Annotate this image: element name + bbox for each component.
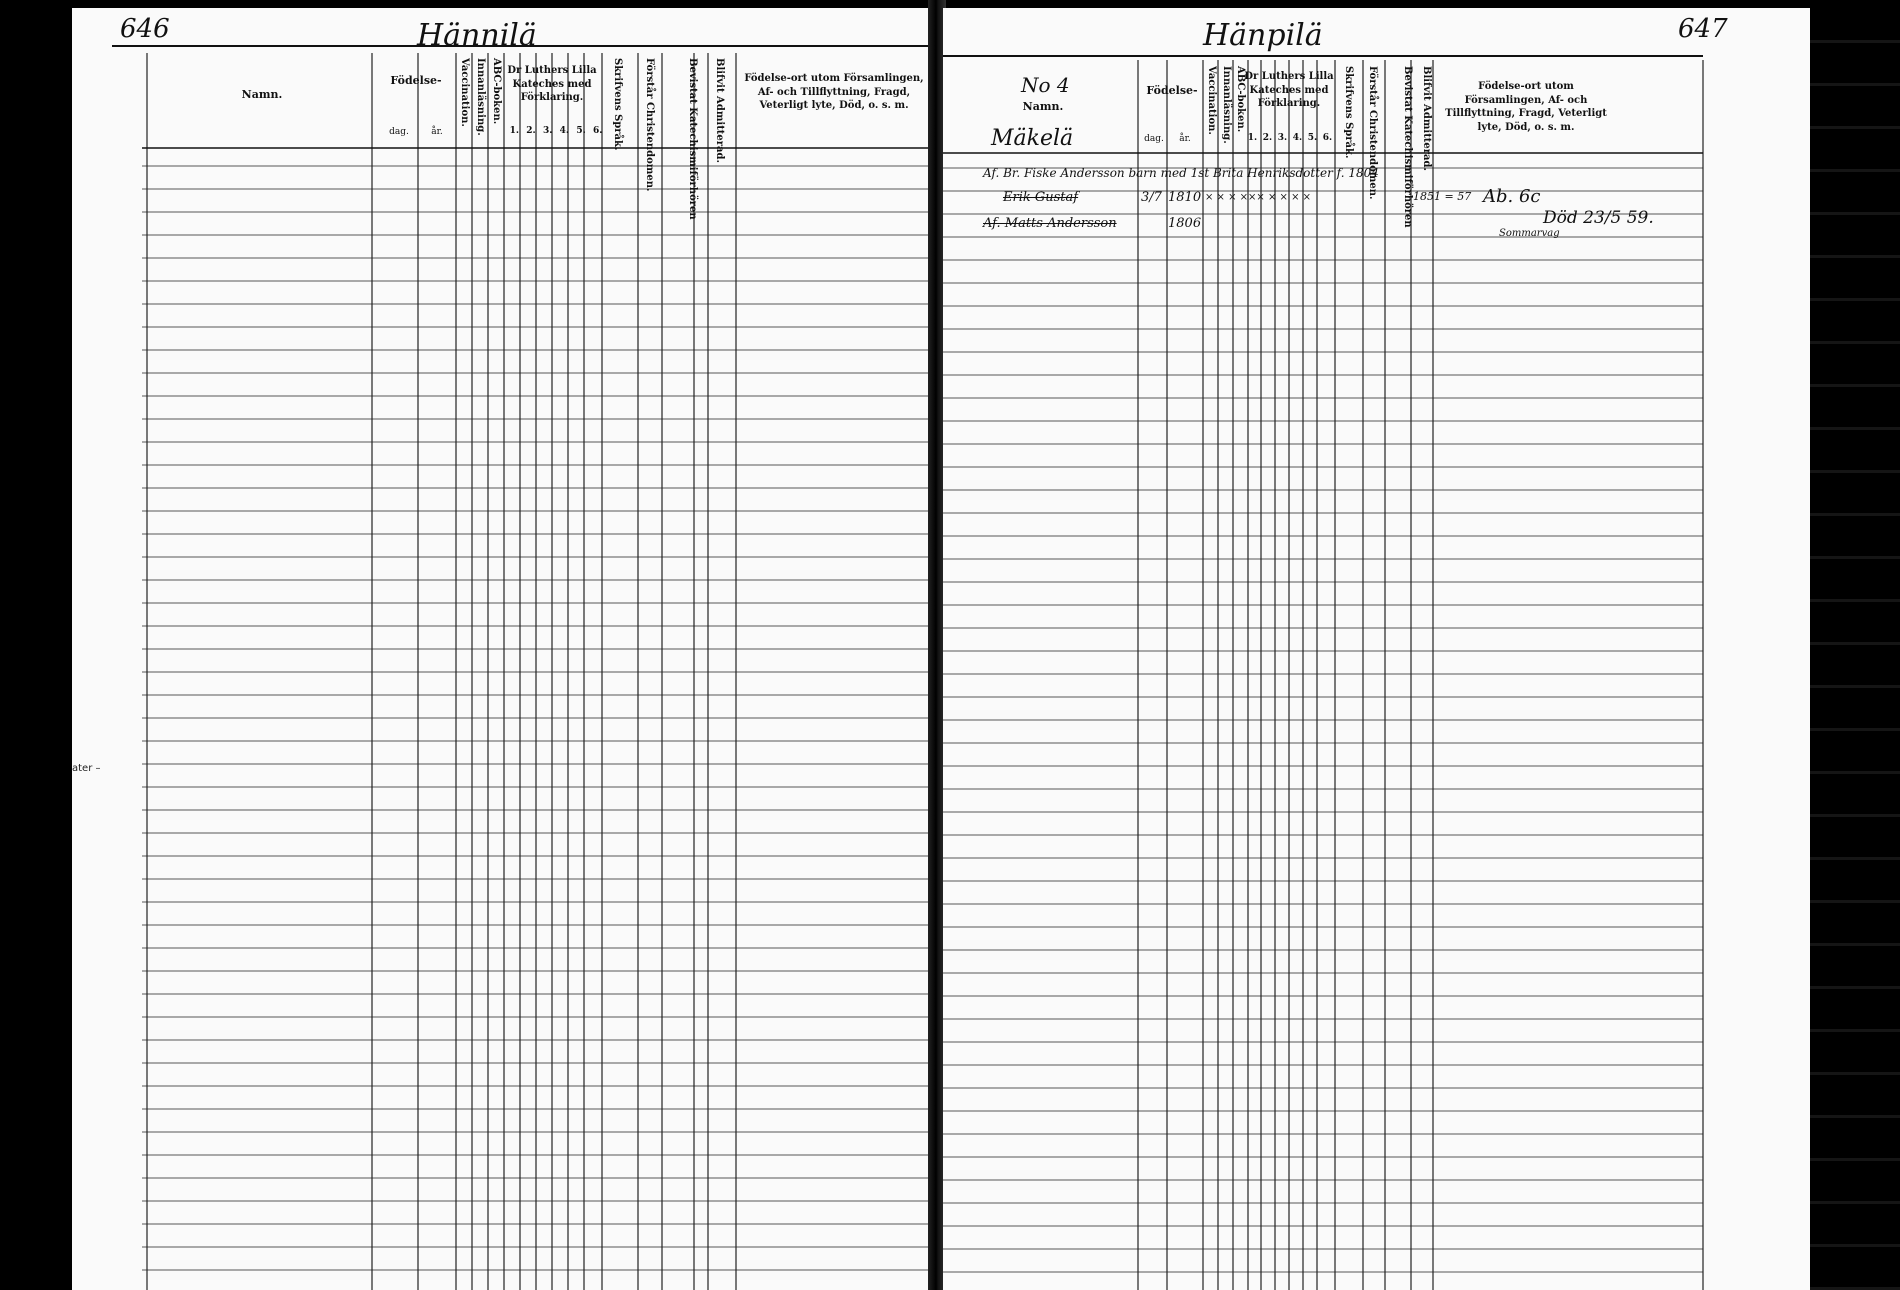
right-header-confirm: Bevistat Katechismiförhören [1402,66,1413,228]
catechism-col-6: 6. [592,126,603,136]
left-header-reading: Innanläsning. [475,58,486,136]
right-header-admitted: Blifvit Admitterad. [1421,66,1432,172]
left-header-confirm: Bevistat Katechismiförhören [687,58,698,220]
catechism-col-5: 5. [1307,133,1318,143]
left-catechism-columns [506,126,606,136]
entry-sub-matts: Sommarvag [1499,228,1560,239]
left-header-catechism: Dr Luthers Lilla Kateches med Förklaring. [507,65,597,103]
catechism-col-4: 4. [1292,133,1303,143]
left-margin-note: ater – [72,763,101,774]
right-estate-name: Hänpilä [1203,18,1323,53]
house-name: Mäkelä [991,126,1074,151]
left-header-admitted: Blifvit Admitterad. [714,58,725,164]
right-header-year: år. [1179,134,1191,144]
entry-name-erik: Erik Gustaf [1003,190,1079,205]
catechism-col-5: 5. [576,126,586,136]
right-header-vaccination: Vaccination. [1206,66,1217,135]
catechism-col-2: 2. [526,126,536,136]
right-page-number: 647 [1678,14,1728,44]
left-estate-name: Hännilä [417,18,537,53]
right-header-abc: ABC-boken. [1235,66,1246,133]
right-header-christendom: Förstår Christendomen. [1367,66,1378,200]
left-register-page [72,8,932,1290]
left-header-vaccination: Vaccination. [459,58,470,127]
right-header-catechism: Dr Luthers Lilla Kateches med Förklaring. [1244,71,1334,109]
left-header-notes: Födelse-ort utom Församlingen, Af- och Tillflyttning, Fragd, Veterligt lyte, Död, o. s. m. [744,73,924,111]
catechism-col-6: 6. [1322,133,1333,143]
left-header-year: år. [431,127,443,137]
entry-marks-erik: × × × ××× × × × × [1205,192,1312,203]
right-header-birth: Födelse- [1146,84,1198,97]
catechism-col-2: 2. [1262,133,1273,143]
right-header-writing: Skrifvens Språk. [1343,66,1354,159]
house-number: No 4 [1021,73,1070,97]
entry-day-erik: 3/7 [1141,190,1162,205]
left-header-abc: ABC-boken. [491,58,502,125]
catechism-col-3: 3. [542,126,553,136]
left-ruled-grid [72,8,932,1290]
right-catechism-columns [1245,133,1335,143]
catechism-col-1: 1. [509,126,520,136]
entry-name-matts: Af. Matts Andersson [983,216,1117,231]
right-header-name: Namn. [1022,100,1064,113]
entry-year-matts: 1806 [1168,216,1202,231]
entry-note-matts: Död 23/5 59. [1543,208,1654,228]
left-header-name: Namn. [241,88,283,101]
entry-household-head: Af. Br. Fiske Andersson barn med 1st Brita Henriksdotter f. 1804 [983,166,1379,180]
left-header-birth: Födelse- [390,74,442,87]
scanner-edge-strip [1810,0,1900,1290]
catechism-col-4: 4. [559,126,570,136]
left-page-number: 646 [120,14,170,44]
right-header-day: dag. [1144,134,1164,144]
entry-note-erik: Ab. 6c [1483,186,1541,207]
catechism-col-1: 1. [1247,133,1258,143]
right-header-reading: Innanläsning. [1221,66,1232,144]
left-header-day: dag. [389,127,409,137]
catechism-col-3: 3. [1277,133,1288,143]
entry-year-erik: 1810 [1168,190,1202,205]
left-header-christendom: Förstår Christendomen. [644,58,655,192]
right-header-notes: Födelse-ort utom Församlingen, Af- och Tillflyttning, Fragd, Veterligt lyte, Död, o. s. m. [1445,81,1607,133]
entry-side-erik: 1851 = 57 [1413,190,1472,203]
right-register-page [943,8,1810,1290]
left-header-writing: Skrifvens Språk. [612,58,623,151]
